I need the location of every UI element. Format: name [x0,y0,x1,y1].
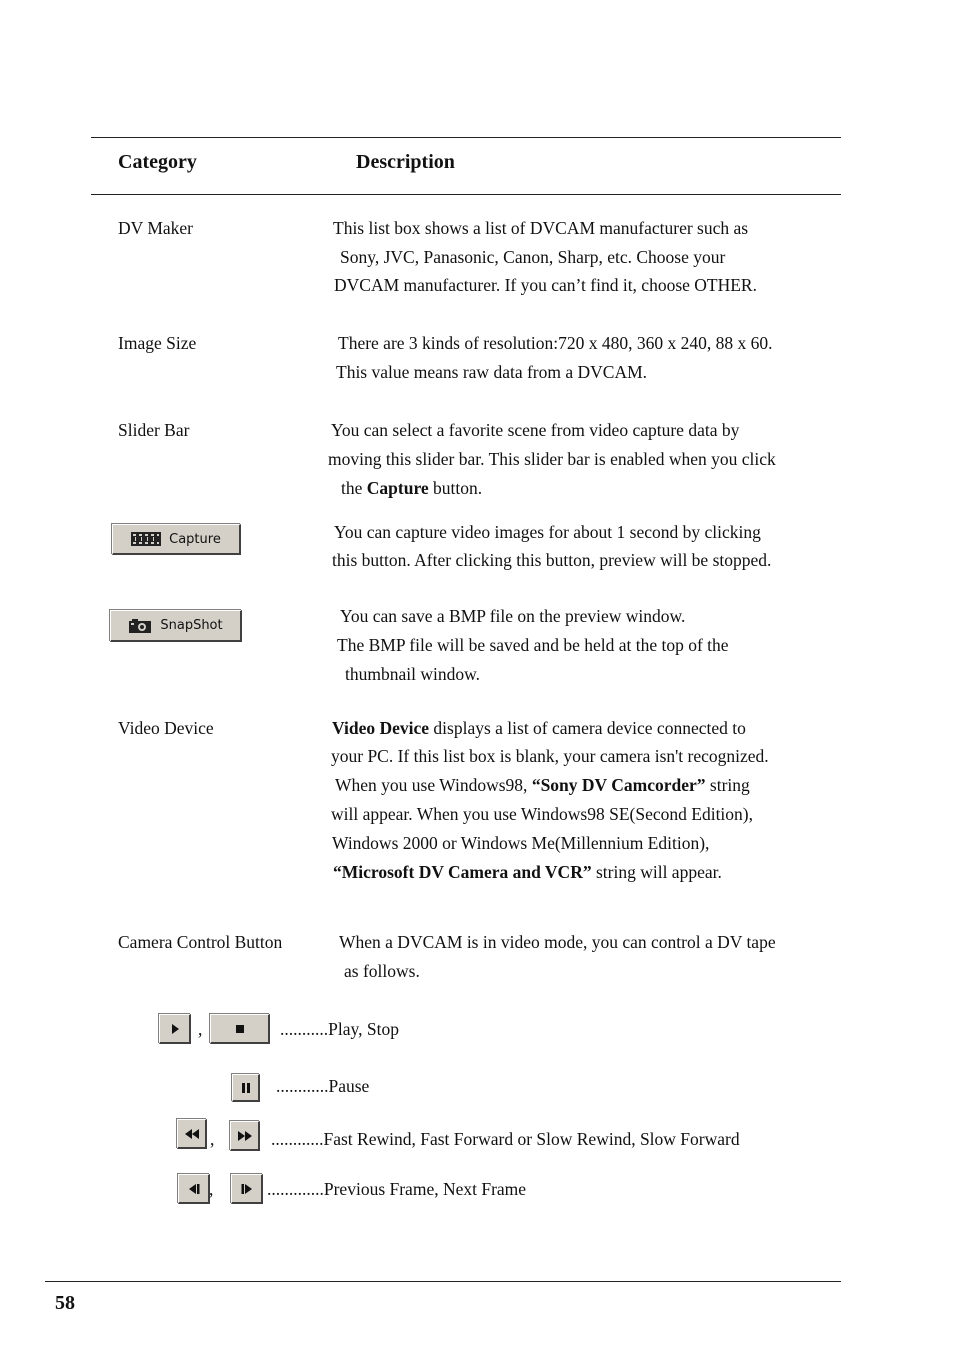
table-header-rule [91,194,841,195]
desc-dv-maker-line1: This list box shows a list of DVCAM manufacturer such as [333,218,749,238]
desc-video-device-line6-post: string will appear. [591,862,722,882]
desc-video-device-line3-bold: “Sony DV Camcorder” [531,775,706,795]
pause-icon [241,1082,251,1094]
ff-rw-text: ............Fast Rewind, Fast Forward or Slow Rewind, Slow Forward [271,1129,740,1149]
desc-snapshot-line3: thumbnail window. [345,664,480,684]
film-strip-icon [131,531,161,547]
desc-video-device-line2: your PC. If this list box is blank, your camera isn't recognized. [331,746,769,766]
desc-slider-bar-line2: moving this slider bar. This slider bar is enabled when you click [328,449,776,469]
desc-slider-bar-line3-pre: the [341,478,367,498]
desc-dv-maker-line3: DVCAM manufacturer. If you can’t find it, choose OTHER. [334,275,757,295]
category-video-device: Video Device [118,718,214,738]
desc-slider-bar-line3 [341,478,482,499]
desc-camera-control-line2: as follows. [344,961,420,981]
desc-slider-bar-line3-post: button. [428,478,483,498]
play-icon [170,1023,180,1035]
fast-rewind-button[interactable] [177,1119,207,1149]
snapshot-button[interactable] [110,610,242,642]
footer-rule [45,1281,841,1282]
desc-image-size-line2: This value means raw data from a DVCAM. [336,362,648,382]
desc-dv-maker-line2: Sony, JVC, Panasonic, Canon, Sharp, etc. Choose your [340,247,726,267]
camera-icon [128,618,152,634]
frames-separator: , [209,1179,214,1199]
desc-video-device-line4: will appear. When you use Windows98 SE(Second Edition), [331,804,753,824]
stop-icon [235,1024,245,1034]
desc-video-device-line6-bold: “Microsoft DV Camera and VCR” [333,862,592,882]
desc-video-device-line1-bold: Video Device [332,718,430,738]
desc-slider-bar-line1: You can select a favorite scene from video capture data by [331,420,740,440]
play-button[interactable] [159,1014,191,1044]
capture-button-label: Capture [169,531,221,547]
table-top-rule [91,137,841,138]
next-frame-button[interactable] [231,1174,263,1204]
ff-rw-separator: , [210,1129,215,1149]
header-description: Description [356,151,455,173]
desc-camera-control-line1: When a DVCAM is in video mode, you can control a DV tape [339,932,776,952]
pause-text: ............Pause [276,1076,370,1096]
desc-capture-line2: this button. After clicking this button, preview will be stopped. [332,550,772,570]
fast-forward-button[interactable] [230,1121,260,1151]
desc-video-device-line3 [335,775,750,796]
desc-video-device-line1-post: displays a list of camera device connected to [429,718,746,738]
header-category: Category [118,151,197,173]
category-camera-control: Camera Control Button [118,932,283,952]
desc-video-device-line1 [332,718,746,739]
category-slider-bar: Slider Bar [118,420,190,440]
stop-button[interactable] [210,1014,270,1044]
previous-frame-icon [187,1183,201,1195]
desc-video-device-line3-post: string [705,775,750,795]
pause-button[interactable] [232,1074,260,1102]
desc-image-size-line1: There are 3 kinds of resolution:720 x 480, 360 x 240, 88 x 60. [338,333,773,353]
desc-video-device-line5: Windows 2000 or Windows Me(Millennium Edition), [332,833,710,853]
capture-button[interactable] [112,524,241,555]
play-stop-separator: , [198,1019,203,1039]
desc-snapshot-line2: The BMP file will be saved and be held at the top of the [337,635,729,655]
fast-rewind-icon [184,1128,200,1140]
desc-snapshot-line1: You can save a BMP file on the preview window. [340,606,686,626]
fast-forward-icon [237,1130,253,1142]
snapshot-button-label: SnapShot [160,618,223,633]
page-number: 58 [55,1292,75,1314]
next-frame-icon [240,1183,254,1195]
frames-text: .............Previous Frame, Next Frame [267,1179,527,1199]
desc-video-device-line6 [333,862,722,883]
desc-capture-line1: You can capture video images for about 1 second by clicking [334,522,761,542]
desc-slider-bar-line3-bold: Capture [366,478,429,498]
play-stop-text: ...........Play, Stop [280,1019,399,1039]
category-dv-maker: DV Maker [118,218,194,238]
desc-video-device-line3-pre: When you use Windows98, [335,775,532,795]
category-image-size: Image Size [118,333,197,353]
previous-frame-button[interactable] [178,1174,210,1204]
